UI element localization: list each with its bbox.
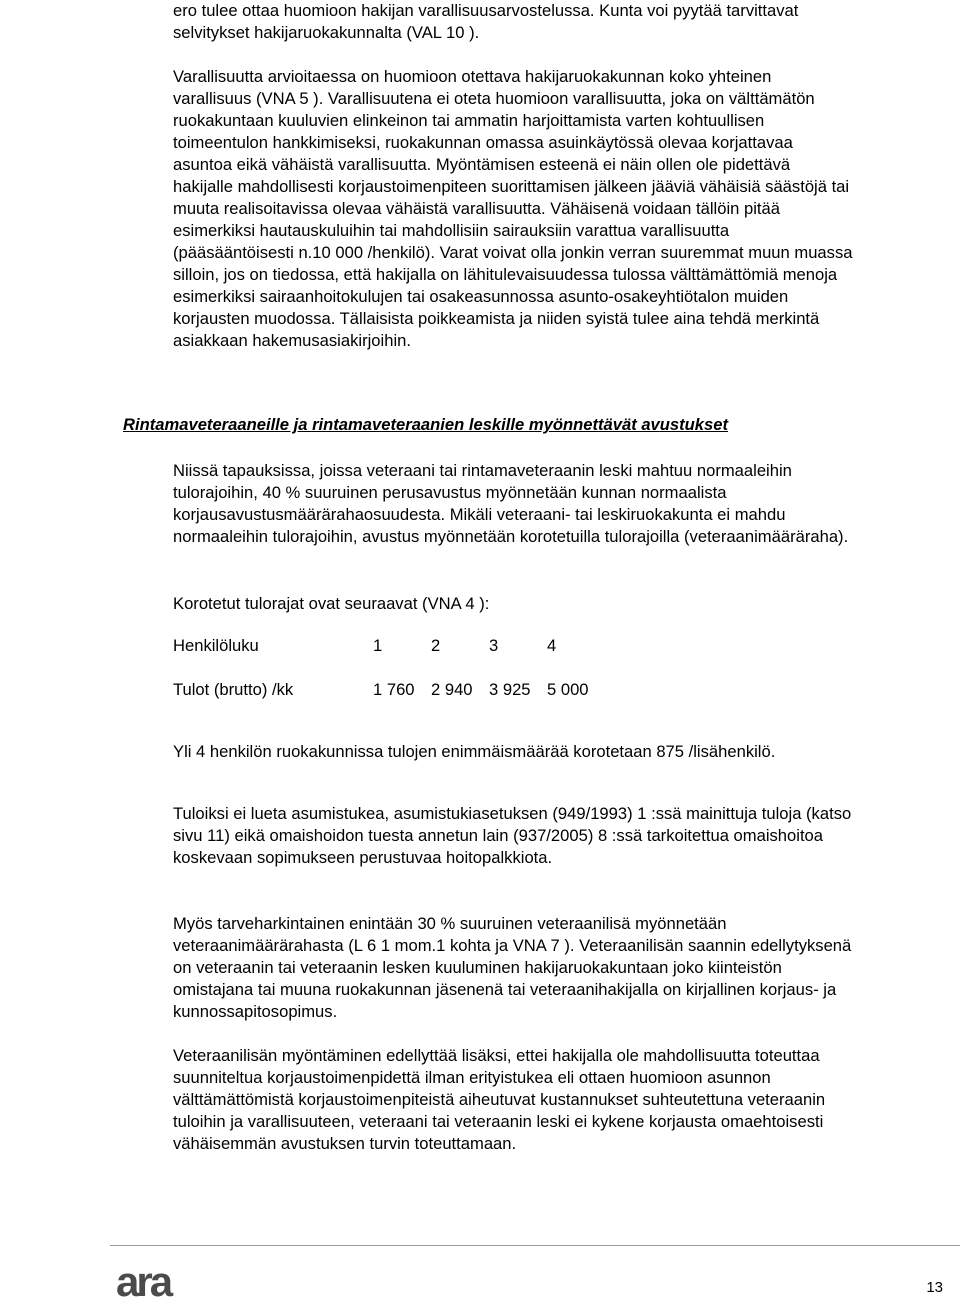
table-cell: 3 [489,636,499,655]
paragraph-excluded-income: Tuloiksi ei lueta asumistukea, asumistukiasetuksen (949/1993) 1 :ssä mainittuja tuloja (katso sivu 11) eikä omaishoidon tuesta annetun lain (937/2005) 8 :ssä tarkoitettua omaishoitoa koskevaan sopimukseen perustuvaa hoitopalkkiota. [173,804,852,867]
section-heading: Rintamaveteraaneille ja rintamaveteraanien leskille myönnettävät avustukset [123,415,729,434]
paragraph-extra-person: Yli 4 henkilön ruokakunnissa tulojen enimmäismäärää korotetaan 875 /lisähenkilö. [173,742,776,761]
table-cell: 1 760 [373,680,415,699]
table-row-label: Henkilöluku [173,636,259,655]
ara-logo [116,1262,196,1304]
table-cell: 3 925 [489,680,531,699]
paragraph-supplement-conditions: Veteraanilisän myöntäminen edellyttää lisäksi, ettei hakijalla ole mahdollisuutta toteuttaa suunniteltua korjaustoimenpidettä ilman erityistukea eli ottaen huomioon asunnon välttämättömistä korjaustoimenpiteistä aiheutuvat kustannukset suhteutettuna veteraanin tuloihin ja varallisuuteen, veteraani tai veteraanin leski ei kykene korjausta omaehtoisesti vähäisemmän avustuksen turvin toteuttamaan. [173,1046,826,1153]
table-cell: 2 [431,636,441,655]
paragraph-valuation-note: ero tulee ottaa huomioon hakijan varallisuusarvostelussa. Kunta voi pyytää tarvittavat selvitykset hakijaruokakunnalta (VAL 10 ). [173,1,799,42]
paragraph-veterans-income: Niissä tapauksissa, joissa veteraani tai rintamaveteraanin leski mahtuu normaaleihin tulorajoihin, 40 % suuruinen perusavustus myönnetään kunnan normaalista korjausavustusmäärärahaosuudesta. Mikäli veteraani- tai leskiruokakunta ei mahdu normaaleihin tulorajoihin, avustus myönnetään korotetuilla tulorajoilla (veteraanimääräraha). [173,461,849,546]
paragraph-assets: Varallisuutta arvioitaessa on huomioon otettava hakijaruokakunnan koko yhteinen varallisuus (VNA 5 ). Varallisuutena ei oteta huomioon varallisuutta, joka on välttämätön ruokakuntaan kuuluvien elinkeinon tai ammatin harjoittamista varten kohtuullisen toimeentulon hankkimiseksi, ruokakunnan omassa asuinkäytössä olevaa korjattavaa asuntoa eikä vähäistä varallisuutta. Myöntämisen esteenä ei näin ollen ole pidettävä hakijalle mahdollisesti korjaustoimenpiteen suorittamisen jälkeen jääviä vähäisiä säästöjä tai muuta realisoitavissa olevaa vähäistä varallisuutta. Vähäisenä voidaan tällöin pitää esimerkiksi hautauskuluihin tai mahdollisiin sairauksiin varattua varallisuutta (pääsääntöisesti n.10 000 /henkilö). Varat voivat olla jonkin verran suuremmat muun muassa silloin, jos on tiedossa, että hakijalla on lähitulevaisuudessa tulossa välttämättömiä menoja esimerkiksi sairaanhoitokulujen tai osakeasunnossa asunto-osakeyhtiötalon muiden korjausten muodossa. Tällaisista poikkeamista ja niiden syistä tulee aina tehdä merkintä asiakkaan hakemusasiakirjoihin. [173,67,853,350]
table-cell: 2 940 [431,680,473,699]
table-cell: 4 [547,636,557,655]
paragraph-raised-limits-intro: Korotetut tulorajat ovat seuraavat (VNA 4 ): [173,594,490,613]
table-row-label: Tulot (brutto) /kk [173,680,294,699]
table-cell: 1 [373,636,383,655]
paragraph-veteran-supplement: Myös tarveharkintainen enintään 30 % suuruinen veteraanilisä myönnetään veteraanimäärärahasta (L 6 1 mom.1 kohta ja VNA 7 ). Veteraanilisän saannin edellytyksenä on veteraanin tai veteraanin lesken kuuluminen hakijaruokakuntaan joko kiinteistön omistajana tai muuna ruokakunnan jäsenenä tai veteraanihakijalla on kirjallinen korjaus- ja kunnossapitosopimus. [173,914,852,1021]
footer-divider [110,1245,960,1246]
page-number: 13 [926,1279,943,1296]
svg-text:ara: ara [116,1262,171,1304]
table-cell: 5 000 [547,680,589,699]
